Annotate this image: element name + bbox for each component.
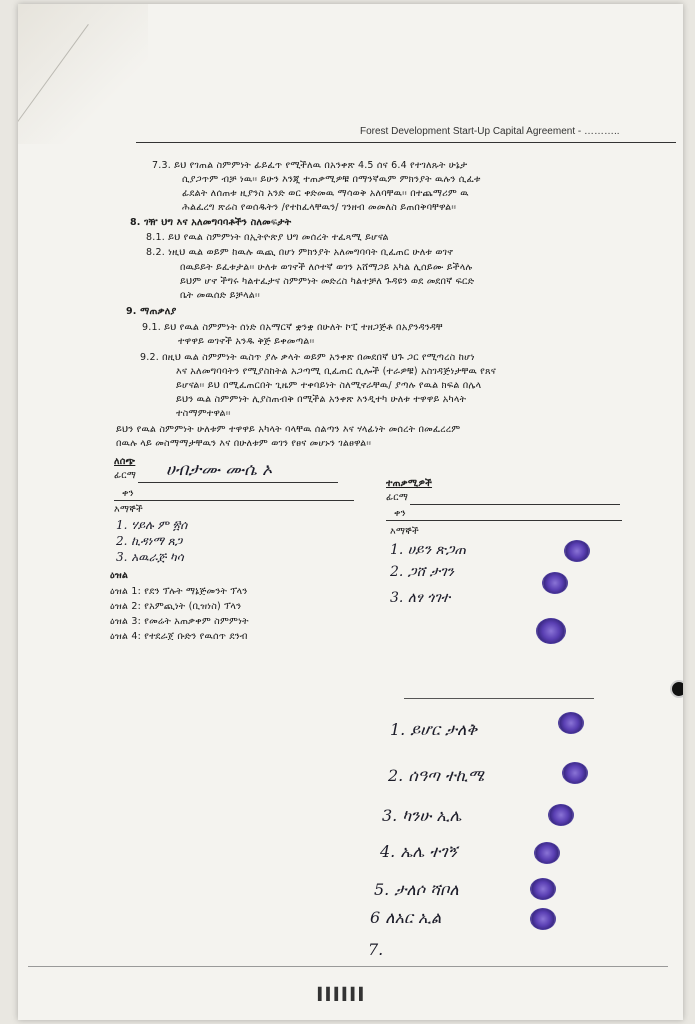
right-witness-label: እማኞች	[390, 526, 419, 537]
header-rule	[136, 142, 676, 143]
clause-9-2-line-2: እና አለመግባባትን የሚያስከትል አጋጣሚ ቢፈጠር ሲሎች (ተራዎቹ) አስገዳጅነታቸዉ የጸና	[176, 366, 497, 377]
left-sign-underline	[138, 482, 338, 483]
punch-hole	[670, 680, 683, 698]
member-5: 5. ታለሶ ሻቦለ	[374, 880, 459, 899]
annex-item-1: ዕዝል 1: የደን ፕሉት ማኔጅመንት ፕላን	[110, 586, 248, 597]
section-8-title: 8. ገዥ ህግ እና አለመግባባቶችን ስለመፍታት	[130, 217, 292, 228]
clause-9-1-line-1: 9.1. ይህ የዉል ስምምነት ሰነድ በአማርኛ ቋንቋ በሁለት ኮፒ ተዘጋጅቶ በአያንዳንዳቸ	[142, 322, 443, 333]
clause-8-2-line-1: 8.2. ነዚህ ዉል ወይም ከዉሉ ዉጪ በሆነ ምክንያት አለመግባባት ቢፈጠር ሁለቱ ወገኖ	[146, 247, 454, 258]
fingerprint-stamp-1	[564, 540, 590, 562]
clause-8-2-line-3: ይህም ሆኖ ችግሩ ካልተፈታና ስምምነት መድረስ ካልተቻለ ጉዳዩን ወደ መደበኛ ፍርድ	[180, 276, 475, 287]
clause-8-1: 8.1. ይህ የዉል ስምምነት በኢትዮጵያ ህግ መሰረት ተፈጻሚ ይሆናል	[146, 232, 389, 243]
left-date-label: ቀን	[122, 488, 134, 499]
member-1: 1. ይሆር ታለቅ	[390, 720, 478, 739]
fingerprint-stamp-3	[536, 618, 566, 644]
member-stamp-1	[558, 712, 584, 734]
page-bottom-rule	[28, 966, 668, 967]
clause-7-3-line-4: ሕልፈረግ ጽሬስ የወሰዱትን /የተከፈላቸዉን/ ገንዘብ መመለስ ይጠበቅባቸዋል፡፡	[182, 202, 457, 213]
annex-item-4: ዕዝል 4: የተደራጀ ቡድን የዉሰጥ ደንብ	[110, 631, 248, 642]
binding-marks: ▌▌▌▌▌▌	[318, 987, 368, 1001]
member-2: 2. ሰዓጣ ተኪሜ	[388, 766, 484, 785]
right-date-underline	[386, 520, 622, 521]
member-7: 7.	[368, 940, 384, 959]
annex-item-3: ዕዝል 3: የመሬት አጠቃቀም ስምምነት	[110, 616, 249, 627]
clause-9-2-line-5: ተስማምተዋል፡፡	[176, 408, 231, 419]
clause-7-3-line-1: 7.3. ይህ የገጠል ስምምነት ፊይፈጥ የሚችለዉ በአንቀጽ 4.5 ሰና 6.4 የተገለጹት ሁኔታ	[152, 160, 468, 171]
left-witness-1: 1. ሃይሉ ም ፳ሰ	[116, 518, 188, 532]
clause-7-3-line-2: ሲያጋጥም ብቻ ነዉ፡፡ ይሁን እንጂ ተጠቃሚዎቹ በማንኛዉም ምክንያት ዉሉን ሲፈቱ	[182, 174, 481, 185]
left-sign-label: ፊርማ	[114, 470, 137, 481]
left-witness-3: 3. አዉራጅ ካሳ	[116, 550, 184, 564]
clause-9-2-line-4: ይህን ዉል ስምምነት ሊያስጠብቅ በሚችል አንቀጽ እንዲተካ ሁለቱ ተዋዋይ አካላት	[176, 394, 467, 405]
annex-item-2: ዕዝል 2: የአምጪነት (ቢዝነስ) ፕላን	[110, 601, 242, 612]
member-6: 6 ለአር ኢል	[370, 908, 442, 927]
clause-9-1-line-2: ተዋዋይ ወገኖች አንዱ ቅጅ ይቀመጣል፡፡	[178, 336, 315, 347]
member-3: 3. ካንሁ ኢሌ	[382, 806, 462, 825]
member-stamp-4	[534, 842, 560, 864]
left-signature: ሀብታሙ ሙሴ ኦ	[166, 460, 273, 480]
header-title: Forest Development Start-Up Capital Agreement - ………..	[360, 126, 620, 137]
clause-7-3-line-3: ፊደልት ለሰጠቱ ዚያንስ አንድ ወር ቀድመዉ ማሳወቅ አለባቸዉ፡፡ በተጨማሪም ዉ	[182, 188, 469, 199]
closing-line-1: ይህን የዉል ስምምነት ሁለቱም ተዋዋይ አካላት ባላቸዉ ሰልጣን እና ሃላፊነት መሰረት በመፈረረም	[116, 424, 461, 435]
right-party-title: ተጠቃሚዎች	[386, 478, 433, 489]
document-page	[18, 4, 683, 1020]
member-stamp-5	[530, 878, 556, 900]
annex-title: ዕዝል	[110, 570, 129, 581]
right-witness-2: 2. ጋሸ ታገን	[390, 564, 454, 580]
section-9-title: 9. ማጠቃለያ	[126, 306, 177, 317]
clause-9-2-line-3: ይሆናል፡፡ ይህ በሚፈጠርበት ጊዜም ተቀባይነት ስለሚኖራቸዉ/ ያጣሉ የዉል ክፍል በሌላ	[176, 380, 482, 391]
right-date-label: ቀን	[394, 508, 406, 519]
member-stamp-6	[530, 908, 556, 930]
clause-8-2-line-2: በዉይይት ይፈቱታል፡፡ ሁለቱ ወገኖች ለሶተኛ ወገን አሸማጋይ አካል ሊሰይሙ ይችላሉ	[180, 262, 473, 273]
page-fold-shadow	[18, 4, 148, 144]
left-witness-label: እማኞች	[114, 504, 143, 515]
member-list-rule	[404, 698, 594, 699]
member-stamp-3	[548, 804, 574, 826]
member-stamp-2	[562, 762, 588, 784]
fingerprint-stamp-2	[542, 572, 568, 594]
right-sign-underline	[410, 504, 620, 505]
right-sign-label: ፊርማ	[386, 492, 409, 503]
right-witness-1: 1. ሀይን ጽጋጠ	[390, 542, 467, 558]
left-party-title: ለሰጭ	[114, 456, 136, 467]
member-4: 4. ኤሌ ተገኝ	[380, 842, 458, 861]
clause-9-2-line-1: 9.2. በዚህ ዉል ስምምነት ዉስጥ ያሉ ቃላት ወይም አንቀጽ በመደበኛ ህጉ ጋር የሚጣረስ ከሆነ	[140, 352, 475, 363]
closing-line-2: በዉሉ ላይ መስማማታቸዉን እና በሁለቱም ወገን የፀና መሆኑን ገልፀዋል፡፡	[116, 438, 372, 449]
left-witness-2: 2. ኪዳነማ ጸጋ	[116, 534, 183, 548]
clause-8-2-line-4: ቤት መዉሰድ ይቻላል፡፡	[180, 290, 260, 301]
left-date-underline	[114, 500, 354, 501]
right-witness-3: 3. ለፃ ጎገተ	[390, 590, 451, 606]
